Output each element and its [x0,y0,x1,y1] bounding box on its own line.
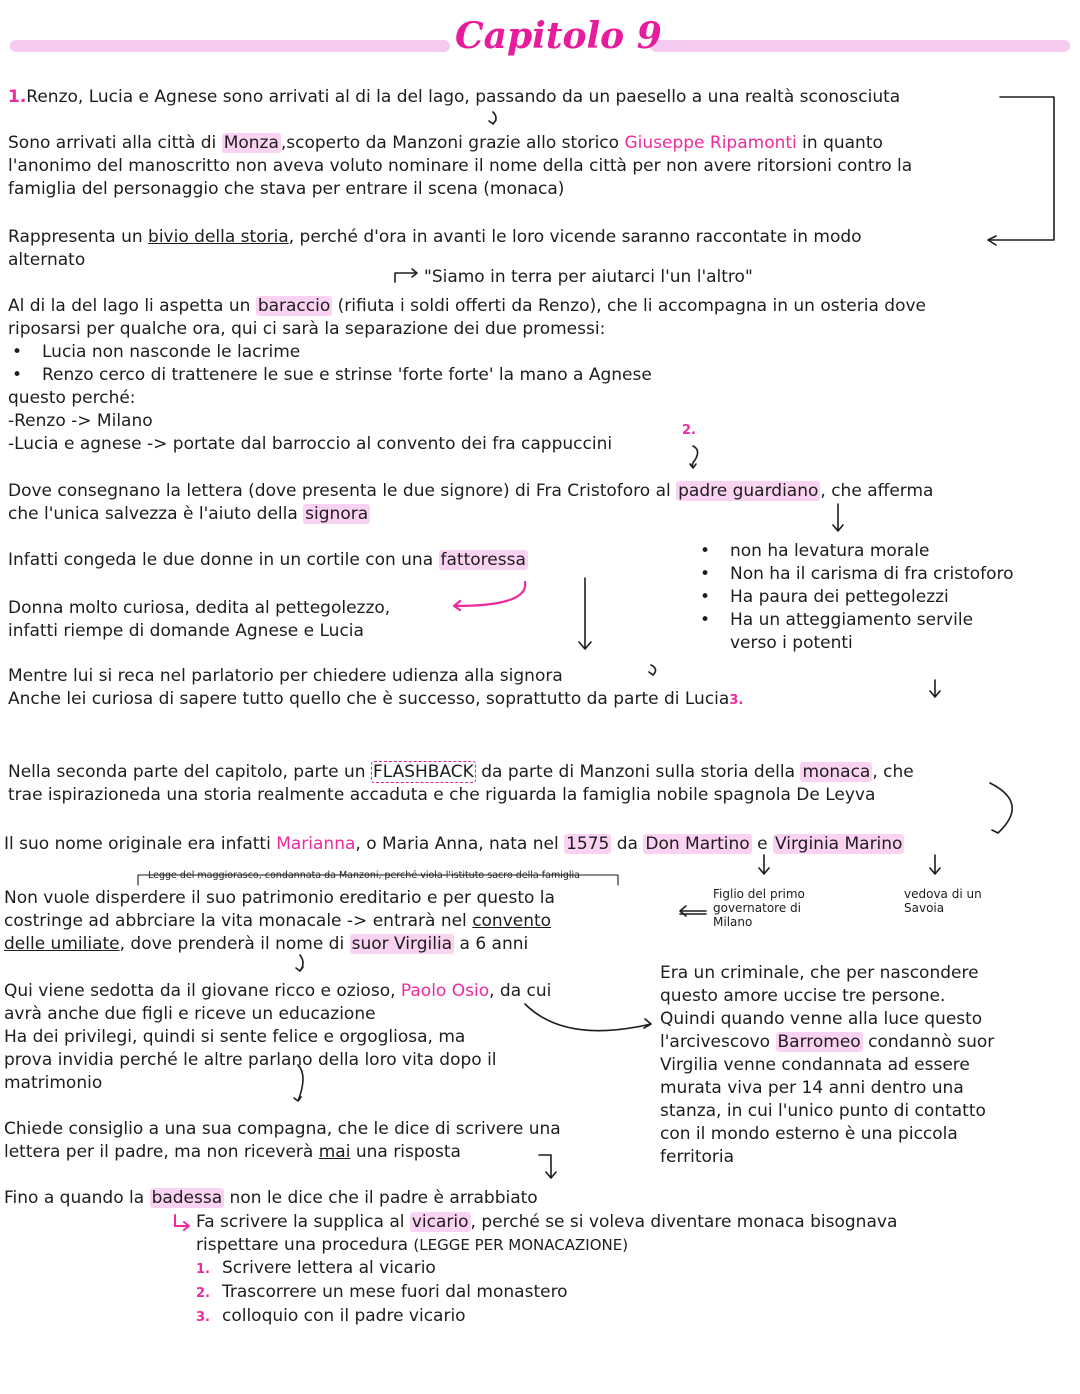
lettera-text-c: , che afferma [820,481,934,501]
vicario-keyword: vicario [411,1212,469,1232]
patrimonio-text-3b: , dove prenderà il nome di [119,934,350,954]
flashback-text-e: , che [872,762,914,782]
patrimonio-text-3d: a 6 anni [454,934,529,954]
legge-note: Legge del maggiorasco, condannata da Manzoni, perché viola l'istituto sacro della famiglia [148,870,580,881]
supplica-text-g: rispettare una procedura [196,1235,414,1255]
criminale-line-3: Quindi quando venne alla luce questo [660,1009,983,1029]
monza-text-e: in quanto [796,133,883,153]
supplica-paragraph [196,1211,1056,1329]
barroccio-line-2: riposarsi per qualche ora, qui ci sarà la separazione dei due promessi: [8,319,606,339]
monza-text-a: Sono arrivati alla città di [8,133,222,153]
criminale-line-6: murata viva per 14 anni dentro una [660,1078,964,1098]
list-item: 2. Trascorrere un mese fuori dal monastero [196,1282,568,1302]
nome-text-c: , o Maria Anna, nata nel [355,834,565,854]
curiosa-line [8,688,743,712]
nome-text-a: Il suo nome originale era infatti [4,834,277,854]
page-title: Capitolo 9 [455,15,662,57]
signora-keyword: signora [305,504,369,524]
mai-keyword: mai [318,1142,351,1162]
monza-text-c: ,scoperto da Manzoni grazie allo storico [280,133,625,153]
list-item: • non ha levatura morale [696,540,1016,563]
osio-line-4: prova invidia perché le altre parlano della loro vita dopo il [4,1050,497,1070]
monza-line-2: l'anonimo del manoscritto non aveva voluto nominare il nome della città per non avere ritorsioni contro la [8,156,913,176]
criminale-line-1: Era un criminale, che per nascondere [660,963,979,983]
fattoressa-desc-2: infatti riempe di domande Agnese e Lucia [8,621,364,641]
bivio-text-a: Rappresenta un [8,227,149,247]
list-item: • Renzo cerco di trattenere le sue e strinse 'forte forte' la mano a Agnese [8,364,1068,387]
monza-city: Monza [223,133,279,153]
barroccio-keyword: baraccio [257,296,331,316]
consiglio-line-1: Chiede consiglio a una sua compagna, che le dice di scrivere una [4,1119,561,1139]
perche-label: questo perché: [8,388,136,408]
nome-line [4,833,904,856]
step-text: Trascorrere un mese fuori dal monastero [221,1282,568,1302]
umiliate-keyword: delle umiliate [4,934,120,954]
lettera-text-a: Dove consegnano la lettera (dove presenta le due signore) di Fra Cristoforo al [8,481,677,501]
criminale-line-9: ferritoria [660,1147,735,1167]
step-text: colloquio con il padre vicario [221,1306,466,1326]
number-3: 3. [729,693,744,708]
marianna-name: Marianna [276,834,356,854]
consiglio-paragraph [4,1118,644,1164]
birth-year: 1575 [566,834,610,854]
criminale-line-2: questo amore uccise tre persone. [660,986,946,1006]
quote: "Siamo in terra per aiutarci l'un l'altro" [424,267,753,287]
badessa-line [4,1187,538,1210]
criminale-paragraph [660,962,1070,1169]
osio-line-5: matrimonio [4,1073,103,1093]
mother-name: Virginia Marino [774,834,903,854]
supplica-text-d: Fa scrivere la supplica al [196,1212,410,1232]
monza-line-3: famiglia del personaggio che stava per entrare il scena (monaca) [8,179,565,199]
list-item: • Non ha il carisma di fra cristoforo [696,563,1016,586]
padre-note: Figlio del primo governatore di Milano [713,887,805,929]
fattoressa-desc-1: Donna molto curiosa, dedita al pettegolezzo, [8,598,391,618]
renzo-destination: -Renzo -> Milano [8,411,153,431]
guardiano-traits [696,540,1016,655]
osio-text-c: , da cui [489,981,552,1001]
criminale-line-8: con il mondo esterno è una piccola [660,1124,958,1144]
osio-paragraph [4,980,644,1095]
steps-list [196,1257,1056,1329]
barroccio-text-a: Al di la del lago li aspetta un [8,296,256,316]
bivio-text-c: , perché d'ora in avanti le loro vicende saranno raccontate in modo [288,227,862,247]
criminale-line-7: stanza, in cui l'unico punto di contatto [660,1101,986,1121]
list-item: 1. Scrivere lettera al vicario [196,1258,436,1278]
osio-line-2: avrà anche due figli e riceve un educazione [4,1004,376,1024]
patrimonio-paragraph [4,887,664,956]
intro-text: Renzo, Lucia e Agnese sono arrivati al di la del lago, passando da un paesello a una realtà sconosciuta [26,87,901,107]
patrimonio-text-2a: costringe ad abbrciare la vita monacale -> entrarà nel [4,911,473,931]
historian-name: Giuseppe Ripamonti [624,133,797,153]
flashback-text-c: da parte di Manzoni sulla storia della [475,762,801,782]
nome-text-e: da [611,834,644,854]
lettera-paragraph [8,480,1078,526]
number-1: 1. [8,87,27,107]
monza-paragraph [8,132,1048,201]
fattoressa-keyword: fattoressa [440,550,526,570]
fattoressa-line [8,549,528,572]
nome-text-g: e [751,834,773,854]
separation-list [8,341,1068,387]
lucia-destination: -Lucia e agnese -> portate dal barroccio al convento dei fra cappuccini [8,434,613,454]
flashback-line-2: trae ispirazioneda una storia realmente accaduta e che riguarda la famiglia nobile spagnola De Leyva [8,785,876,805]
barroccio-text-c: (rifiuta i soldi offerti da Renzo), che li accompagna in un osteria dove [332,296,926,316]
criminale-line-5: Virgilia venne condannata ad essere [660,1055,970,1075]
criminale-text-4a: l'arcivescovo [660,1032,776,1052]
consiglio-text-2c: una risposta [350,1142,461,1162]
flashback-keyword: FLASHBACK [372,762,474,782]
fattoressa-desc [8,597,448,643]
fattoressa-text-a: Infatti congeda le due donne in un cortile con una [8,550,439,570]
list-item: • Ha paura dei pettegolezzi [696,586,1016,609]
lettera-text-d: che l'unica salvezza è l'aiuto della [8,504,304,524]
badessa-keyword: badessa [151,1188,223,1208]
osio-line-3: Ha dei privilegi, quindi si sente felice e orgogliosa, ma [4,1027,466,1047]
paolo-osio: Paolo Osio [400,981,490,1001]
intro-line [8,86,1008,109]
flashback-text-a: Nella seconda parte del capitolo, parte un [8,762,371,782]
suor-virgilia: suor Virgilia [351,934,453,954]
osio-text-a: Qui viene sedotta da il giovane ricco e ozioso, [4,981,401,1001]
step-text: Scrivere lettera al vicario [221,1258,436,1278]
convento-keyword: convento [472,911,552,931]
barroccio-paragraph [8,295,1068,456]
bivio-line-2: alternato [8,250,86,270]
list-item: • Lucia non nasconde le lacrime [8,341,1068,364]
badessa-text-c: non le dice che il padre è arrabbiato [224,1188,538,1208]
badessa-text-a: Fino a quando la [4,1188,150,1208]
number-2: 2. [682,423,696,438]
criminale-text-4c: condannò suor [862,1032,995,1052]
barromeo-keyword: Barromeo [777,1032,861,1052]
bivio-keyword: bivio della storia [148,227,289,247]
list-item: 3. colloquio con il padre vicario [196,1306,466,1326]
supplica-text-f: , perché se si voleva diventare monaca bisognava [470,1212,898,1232]
legge-monacazione: (LEGGE PER MONACAZIONE) [413,1236,629,1254]
list-item: • Ha un atteggiamento servile verso i potenti [696,609,1016,655]
monaca-keyword: monaca [802,762,871,782]
consiglio-text-2a: lettera per il padre, ma non riceverà [4,1142,319,1162]
padre-guardiano: padre guardiano [678,481,819,501]
madre-note: vedova di un Savoia [904,887,982,915]
curiosa-text: Anche lei curiosa di sapere tutto quello che è successo, soprattutto da parte di Lucia [8,689,730,709]
parlatorio-line: Mentre lui si reca nel parlatorio per chiedere udienza alla signora [8,666,563,686]
patrimonio-line-1: Non vuole disperdere il suo patrimonio ereditario e per questo la [4,888,555,908]
father-name: Don Martino [645,834,750,854]
flashback-paragraph [8,761,1008,807]
